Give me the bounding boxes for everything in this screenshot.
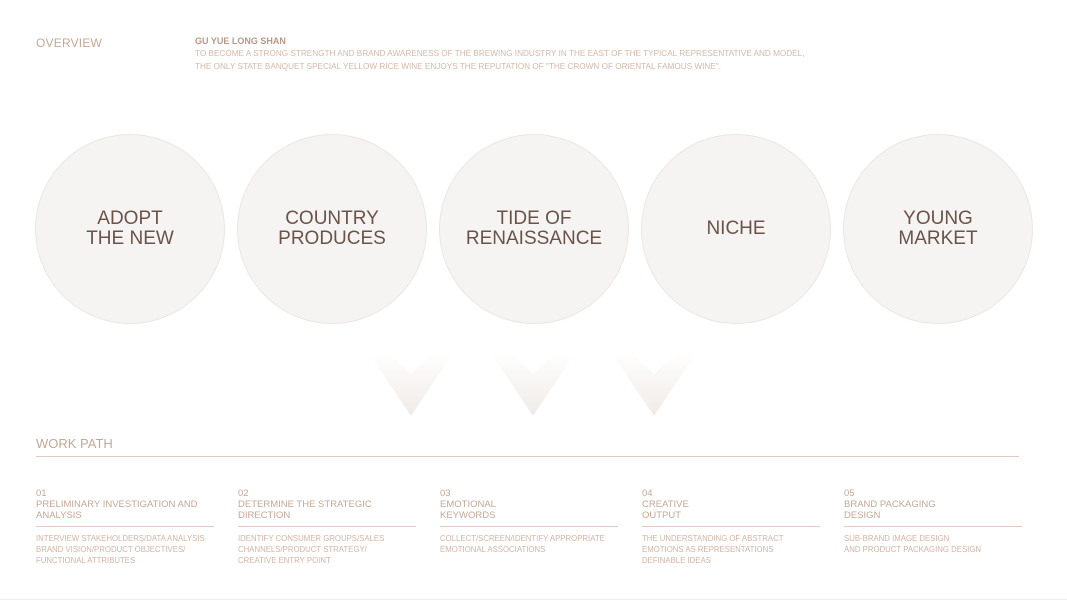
step-divider <box>36 526 214 527</box>
chevron-down-icon <box>611 352 697 416</box>
step-number: 05 <box>844 488 855 499</box>
chevron-arrows <box>360 352 700 422</box>
step-title: BRAND PACKAGING DESIGN <box>844 499 936 521</box>
circle-label: TIDE OF RENAISSANCE <box>465 208 603 249</box>
workpath-step-04 <box>642 488 820 566</box>
step-number: 04 <box>642 488 653 499</box>
workpath-step-03 <box>440 488 618 555</box>
step-divider <box>238 526 416 527</box>
circle-label: COUNTRY PRODUCES <box>278 208 386 249</box>
workpath-label: WORK PATH <box>36 436 113 451</box>
step-title: EMOTIONAL KEYWORDS <box>440 499 496 521</box>
workpath-step-01 <box>36 488 214 566</box>
step-description: THE UNDERSTANDING OF ABSTRACT EMOTIONS AS REPRESENTATIONS DEFINABLE IDEAS <box>642 534 784 565</box>
step-description: IDENTIFY CONSUMER GROUPS/SALES CHANNELS/PRODUCT STRATEGY/ CREATIVE ENTRY POINT <box>238 534 385 565</box>
overview-line-1: TO BECOME A STRONG STRENGTH AND BRAND AWARENESS OF THE BREWING INDUSTRY IN THE EAST OF THE TYPICAL REPRESENTATIVE AND MODEL, <box>195 49 805 58</box>
circle-country-produces <box>237 134 427 324</box>
step-divider <box>844 526 1022 527</box>
circle-young-market <box>843 134 1033 324</box>
overview-label: OVERVIEW <box>36 36 103 50</box>
step-number: 03 <box>440 488 451 499</box>
circle-niche <box>641 134 831 324</box>
step-description: INTERVIEW STAKEHOLDERS/DATA ANALYSIS BRAND VISION/PRODUCT OBJECTIVES/ FUNCTIONAL ATTRIBUTES <box>36 534 205 565</box>
overview-title: GU YUE LONG SHAN <box>195 36 286 46</box>
step-title: DETERMINE THE STRATEGIC DIRECTION <box>238 499 372 521</box>
workpath-step-02 <box>238 488 416 566</box>
step-number: 01 <box>36 488 47 499</box>
step-description: SUB-BRAND IMAGE DESIGN AND PRODUCT PACKAGING DESIGN <box>844 534 982 554</box>
step-number: 02 <box>238 488 249 499</box>
circle-label: ADOPT THE NEW <box>86 208 174 249</box>
step-divider <box>642 526 820 527</box>
keyword-circles <box>35 134 1032 324</box>
overview-line-2: THE ONLY STATE BANQUET SPECIAL YELLOW RICE WINE ENJOYS THE REPUTATION OF "THE CROWN OF ORIENTAL FAMOUS WINE". <box>195 62 721 71</box>
chevron-down-icon <box>368 352 454 416</box>
workpath-step-05 <box>844 488 1022 555</box>
circle-label: YOUNG MARKET <box>898 208 978 249</box>
step-title: CREATIVE OUTPUT <box>642 499 689 521</box>
circle-adopt-the-new <box>35 134 225 324</box>
circle-label: NICHE <box>706 218 766 239</box>
circle-tide-of-renaissance <box>439 134 629 324</box>
step-title: PRELIMINARY INVESTIGATION AND ANALYSIS <box>36 499 198 521</box>
step-description: COLLECT/SCREEN/IDENTIFY APPROPRIATE EMOTIONAL ASSOCIATIONS <box>440 534 605 554</box>
step-divider <box>440 526 618 527</box>
overview-block <box>195 36 895 73</box>
chevron-down-icon <box>490 352 576 416</box>
workpath-divider <box>36 456 1019 457</box>
